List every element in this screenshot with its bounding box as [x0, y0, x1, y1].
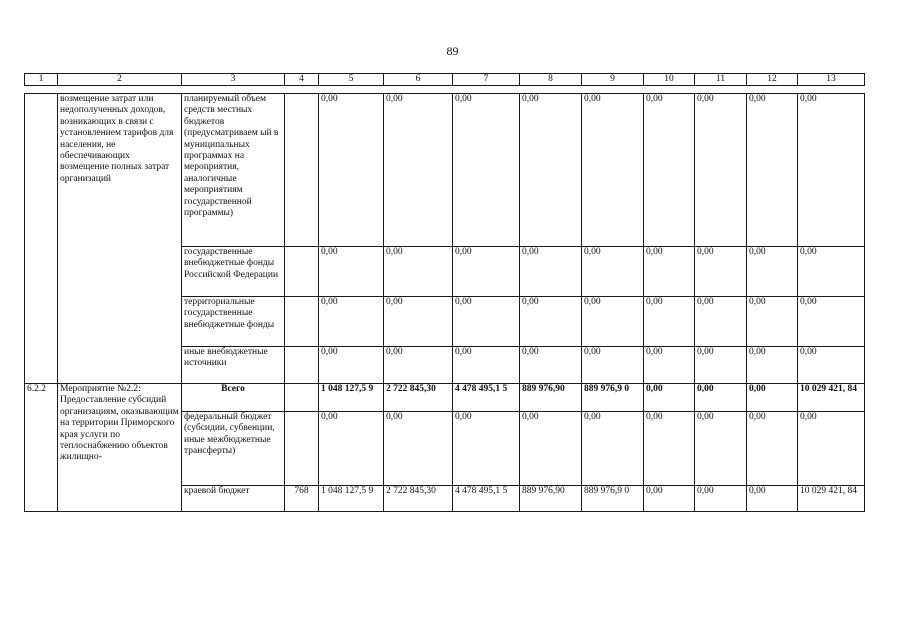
header-col-4: 4: [285, 74, 319, 86]
value-cell: 0,00: [747, 412, 798, 486]
value-cell: 0,00: [582, 297, 644, 347]
value-cell: 0,00: [582, 247, 644, 297]
header-col-10: 10: [644, 74, 695, 86]
value-cell: 0,00: [695, 384, 747, 412]
value-cell: 0,00: [747, 297, 798, 347]
funding-source-cell: территориальные государственные внебюджетные фонды: [182, 297, 285, 347]
code-cell: [285, 94, 319, 247]
header-col-3: 3: [182, 74, 285, 86]
value-cell: 0,00: [695, 347, 747, 384]
value-cell: 0,00: [582, 412, 644, 486]
value-cell: 889 976,90: [520, 384, 582, 412]
value-cell: 0,00: [644, 94, 695, 247]
value-cell: 0,00: [644, 297, 695, 347]
funding-source-cell: иные внебюджетные источники: [182, 347, 285, 384]
measure-description-cell: возмещение затрат или недополученных доходов, возникающих в связи с установлением тарифов для населения, не обеспечивающих возмещение полных затрат организаций: [58, 94, 182, 384]
value-cell: 0,00: [798, 94, 865, 247]
value-cell: 0,00: [319, 297, 384, 347]
header-col-5: 5: [319, 74, 384, 86]
code-cell: [285, 347, 319, 384]
code-cell: [285, 412, 319, 486]
code-cell: [285, 247, 319, 297]
value-cell: 0,00: [644, 486, 695, 512]
value-cell: 0,00: [319, 347, 384, 384]
value-cell: 0,00: [747, 486, 798, 512]
value-cell: 0,00: [644, 412, 695, 486]
value-cell: 0,00: [747, 347, 798, 384]
header-col-6: 6: [384, 74, 453, 86]
value-cell: 0,00: [798, 247, 865, 297]
header-col-9: 9: [582, 74, 644, 86]
value-cell: 0,00: [319, 94, 384, 247]
value-cell: 0,00: [695, 247, 747, 297]
value-cell: 0,00: [453, 94, 520, 247]
budget-table: [24, 93, 865, 512]
value-cell: 0,00: [520, 412, 582, 486]
code-cell: [285, 297, 319, 347]
table-row: [25, 94, 865, 247]
value-cell: 2 722 845,30: [384, 384, 453, 412]
page-number: 89: [446, 44, 459, 58]
funding-source-total-cell: Всего: [182, 384, 285, 412]
value-cell: 4 478 495,1 5: [453, 384, 520, 412]
measure-description-cell: Мероприятие №2.2: Предоставление субсидий организациям, оказывающим на территории Приморского края услуги по теплоснабжению объектов жилищно-: [58, 384, 182, 512]
value-cell: 0,00: [384, 94, 453, 247]
value-cell: 0,00: [453, 247, 520, 297]
value-cell: 10 029 421, 84: [798, 486, 865, 512]
funding-source-cell: краевой бюджет: [182, 486, 285, 512]
value-cell: 0,00: [695, 412, 747, 486]
header-col-8: 8: [520, 74, 582, 86]
value-cell: 0,00: [384, 247, 453, 297]
value-cell: 0,00: [644, 384, 695, 412]
value-cell: 0,00: [453, 347, 520, 384]
value-cell: 0,00: [384, 297, 453, 347]
value-cell: 1 048 127,5 9: [319, 486, 384, 512]
value-cell: 0,00: [453, 297, 520, 347]
header-col-1: 1: [25, 74, 58, 86]
value-cell: 0,00: [747, 94, 798, 247]
value-cell: 1 048 127,5 9: [319, 384, 384, 412]
code-cell: [285, 384, 319, 412]
value-cell: 0,00: [384, 412, 453, 486]
value-cell: 10 029 421, 84: [798, 384, 865, 412]
value-cell: 0,00: [798, 412, 865, 486]
value-cell: 0,00: [319, 412, 384, 486]
value-cell: 0,00: [798, 297, 865, 347]
funding-source-cell: федеральный бюджет (субсидии, субвенции, иные межбюджетные трансферты): [182, 412, 285, 486]
header-col-7: 7: [453, 74, 520, 86]
funding-source-cell: государственные внебюджетные фонды Российской Федерации: [182, 247, 285, 297]
value-cell: 4 478 495,1 5: [453, 486, 520, 512]
value-cell: 0,00: [582, 94, 644, 247]
value-cell: 0,00: [520, 247, 582, 297]
value-cell: 0,00: [520, 297, 582, 347]
value-cell: 0,00: [644, 347, 695, 384]
value-cell: 0,00: [695, 94, 747, 247]
value-cell: 0,00: [644, 247, 695, 297]
table-row: [25, 384, 865, 412]
header-col-2: 2: [58, 74, 182, 86]
code-cell: 768: [285, 486, 319, 512]
value-cell: 0,00: [384, 347, 453, 384]
value-cell: 0,00: [747, 384, 798, 412]
value-cell: 0,00: [520, 347, 582, 384]
header-row: [25, 74, 865, 86]
header-col-13: 13: [798, 74, 865, 86]
value-cell: 889 976,90: [520, 486, 582, 512]
value-cell: 0,00: [319, 247, 384, 297]
header-col-11: 11: [695, 74, 747, 86]
value-cell: 889 976,9 0: [582, 486, 644, 512]
value-cell: 2 722 845,30: [384, 486, 453, 512]
row-number-cell: 6.2.2: [25, 384, 58, 512]
value-cell: 0,00: [695, 486, 747, 512]
column-number-header: [24, 73, 865, 86]
funding-source-cell: планируемый объем средств местных бюджетов (предусматриваем ый в муниципальных программах на мероприятия, аналогичные мероприятиям государственной программы): [182, 94, 285, 247]
value-cell: 0,00: [582, 347, 644, 384]
value-cell: 0,00: [520, 94, 582, 247]
value-cell: 889 976,9 0: [582, 384, 644, 412]
value-cell: 0,00: [695, 297, 747, 347]
value-cell: 0,00: [453, 412, 520, 486]
row-number-cell: [25, 94, 58, 384]
value-cell: 0,00: [798, 347, 865, 384]
value-cell: 0,00: [747, 247, 798, 297]
header-col-12: 12: [747, 74, 798, 86]
